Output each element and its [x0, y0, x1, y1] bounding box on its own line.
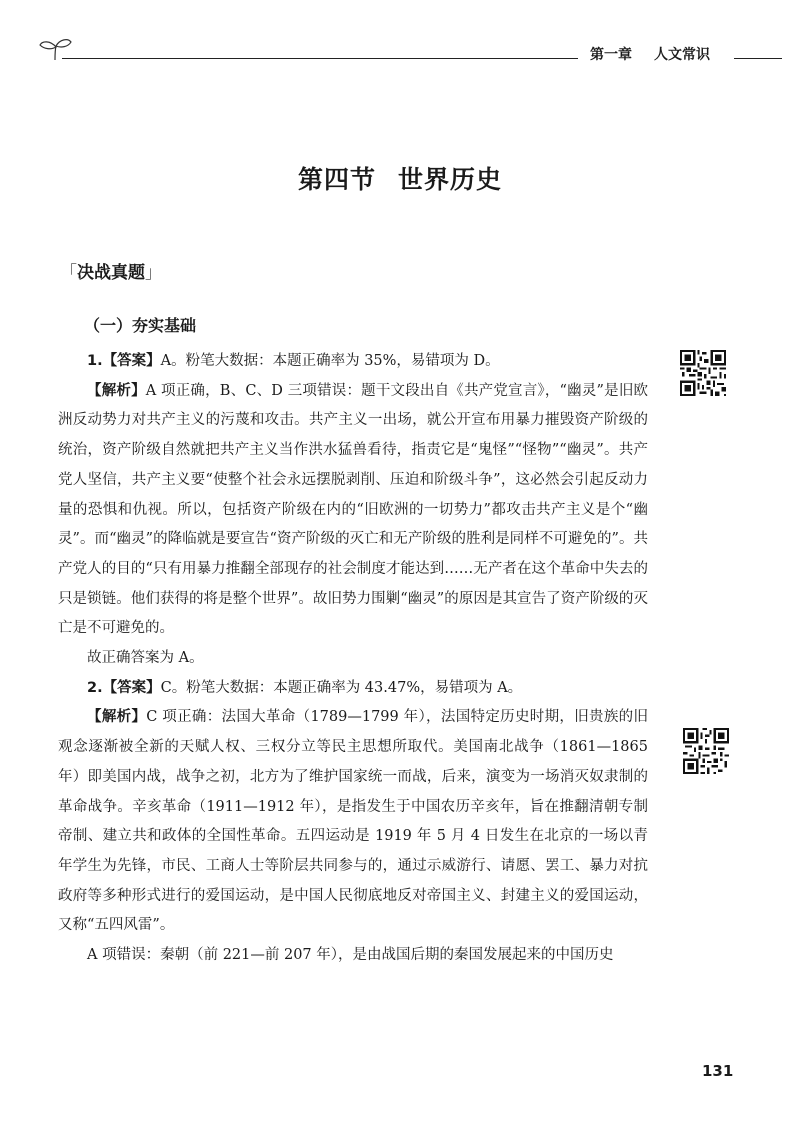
question-2-option-a: A 项错误：秦朝（前 221—前 207 年），是由战国后期的秦国发展起来的中国历史 [87, 947, 614, 964]
question-2-answer-text: C。粉笔大数据：本题正确率为 43.47%，易错项为 A。 [160, 679, 523, 696]
question-1-answer-text: A。粉笔大数据：本题正确率为 35%，易错项为 D。 [160, 353, 500, 369]
header-rule [62, 58, 578, 59]
subheading-close-bracket: 」 [145, 263, 162, 283]
question-1-conclusion: 故正确答案为 A。 [87, 650, 204, 667]
section-number: 第四节 [297, 165, 376, 194]
question-2-analysis-text: C 项正确：法国大革命（1789—1799 年），法国特定历史时期，旧贵族的旧观念逐渐被全新的天赋人权、三权分立等民主思想所取代。美国南北战争（1861—1865 年）即美国内战，战争之初，北方为了维护国家统一而战，后来，演变为一场消灭奴隶制的革命战争。辛亥革命（1911—1912 年），是指发生于中国农历辛亥年，旨在推翻清朝专制帝制、建立共和政体的全国性革命。五四运动是 1919 年 5 月 4 日发生在北京的一场以青年学生为先锋，市民、工商人士等阶层共同参与的，通过示威游行、请愿、罢工、暴力对抗政府等多种形式进行的爱国运动，是中国人民彻底地反对帝国主义、封建主义的爱国运动，又称“五四风雷”。 [58, 709, 648, 934]
question-1-answer [58, 347, 648, 377]
question-2-answer-label: 2.【答案】 [87, 679, 161, 696]
header-chapter-title: 人文常识 [654, 47, 710, 63]
question-2-answer [58, 674, 648, 704]
question-1-analysis-text: A 项正确，B、C、D 三项错误：题干文段出自《共产党宣言》，“幽灵”是旧欧洲反动势力对共产主义的污蔑和攻击。共产主义一出场，就公开宣布用暴力摧毁资产阶级的统治，资产阶级自然就把共产主义当作洪水猛兽看待，指责它是“鬼怪”“怪物”“幽灵”。共产党人坚信，共产主义要“使整个社会永远摆脱剥削、压迫和阶级斗争”，这必然会引起反动力量的恐惧和仇视。所以，包括资产阶级在内的“旧欧洲的一切势力”都攻击共产主义是个“幽灵”。而“幽灵”的降临就是要宣告“资产阶级的灭亡和无产阶级的胜利是同样不可避免的”。共产党人的目的“只有用暴力推翻全部现存的社会制度才能达到……无产者在这个革命中失去的只是锁链。他们获得的将是整个世界”。故旧势力围剿“幽灵”的原因是其宣告了资产阶级的灭亡是不可避免的。 [58, 382, 649, 637]
question-1-analysis [58, 377, 648, 644]
subheading-open-bracket: 「 [60, 263, 77, 283]
subheading-text: 决战真题 [77, 263, 145, 283]
qr-code-icon [683, 728, 729, 774]
question-2-analysis [58, 703, 648, 941]
section-name: 世界历史 [398, 165, 503, 194]
body-text [58, 347, 648, 971]
question-1-answer-label: 1.【答案】 [87, 353, 161, 369]
header-chapter: 第一章 [590, 47, 632, 63]
running-header [590, 44, 710, 64]
page-number: 131 [702, 1062, 734, 1080]
question-2-analysis-label: 【解析】 [87, 709, 147, 726]
subheading [60, 258, 162, 283]
header-rule-right [734, 58, 782, 59]
question-1-analysis-label: 【解析】 [87, 382, 146, 399]
subsection-title: （一）夯实基础 [84, 316, 197, 335]
section-title [0, 160, 800, 196]
qr-code-icon [680, 350, 726, 396]
